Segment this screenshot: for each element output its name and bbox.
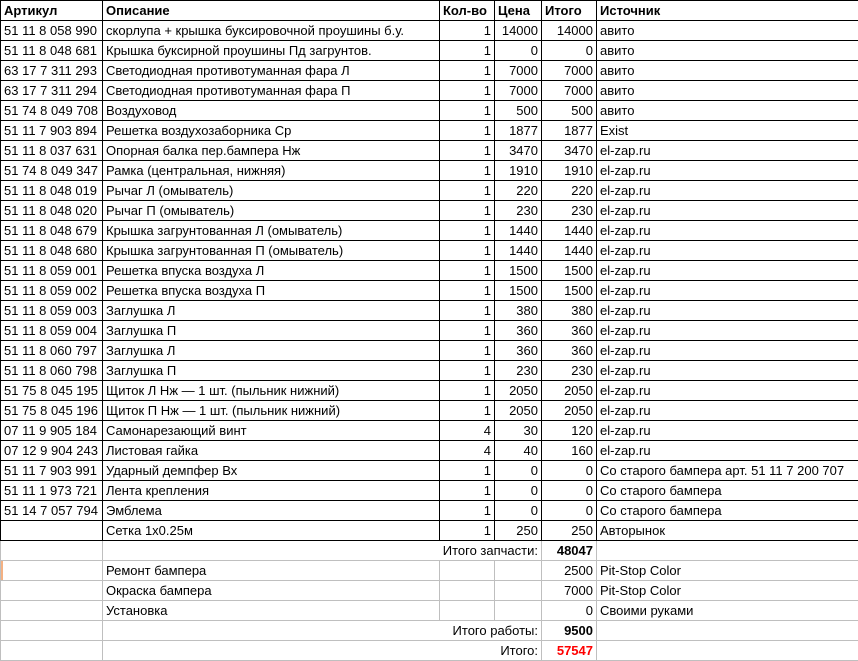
price-cell[interactable]: 1440 <box>495 241 542 261</box>
description-cell[interactable]: Рамка (центральная, нижняя) <box>103 161 440 181</box>
work-row <box>1 601 858 621</box>
table-row <box>1 181 858 201</box>
work-row <box>1 561 858 581</box>
table-row <box>1 301 858 321</box>
total-cell[interactable]: 1877 <box>542 121 597 141</box>
description-cell[interactable]: Заглушка П <box>103 361 440 381</box>
table-row <box>1 61 858 81</box>
total-cell[interactable]: 2050 <box>542 401 597 421</box>
source-cell[interactable]: авито <box>597 21 858 41</box>
article-cell[interactable]: 51 11 8 060 797 <box>1 341 103 361</box>
quantity-cell[interactable]: 1 <box>440 301 495 321</box>
price-cell[interactable]: 1910 <box>495 161 542 181</box>
article-cell[interactable]: 51 74 8 049 708 <box>1 101 103 121</box>
article-cell[interactable]: 63 17 7 311 293 <box>1 61 103 81</box>
article-cell[interactable]: 07 11 9 905 184 <box>1 421 103 441</box>
description-cell[interactable]: Светодиодная противотуманная фара Л <box>103 61 440 81</box>
work-source-cell[interactable]: Pit-Stop Color <box>597 581 858 601</box>
cell[interactable] <box>1 621 103 641</box>
quantity-cell[interactable]: 1 <box>440 321 495 341</box>
total-cell[interactable]: 380 <box>542 301 597 321</box>
total-cell[interactable]: 2050 <box>542 381 597 401</box>
article-cell[interactable]: 07 12 9 904 243 <box>1 441 103 461</box>
source-cell[interactable]: авито <box>597 81 858 101</box>
cell[interactable] <box>495 561 542 581</box>
quantity-cell[interactable]: 1 <box>440 141 495 161</box>
total-cell[interactable]: 1440 <box>542 221 597 241</box>
price-cell[interactable]: 500 <box>495 101 542 121</box>
total-cell[interactable]: 360 <box>542 341 597 361</box>
header-quantity[interactable]: Кол-во <box>440 1 495 21</box>
quantity-cell[interactable]: 1 <box>440 241 495 261</box>
price-cell[interactable]: 1500 <box>495 261 542 281</box>
price-cell[interactable]: 230 <box>495 201 542 221</box>
total-cell[interactable]: 1910 <box>542 161 597 181</box>
work-description-cell[interactable]: Установка <box>103 601 440 621</box>
source-cell[interactable]: el-zap.ru <box>597 241 858 261</box>
quantity-cell[interactable]: 1 <box>440 281 495 301</box>
total-cell[interactable]: 250 <box>542 521 597 541</box>
description-cell[interactable]: Заглушка Л <box>103 341 440 361</box>
total-cell[interactable]: 360 <box>542 321 597 341</box>
table-row <box>1 261 858 281</box>
quantity-cell[interactable]: 1 <box>440 361 495 381</box>
price-cell[interactable]: 0 <box>495 481 542 501</box>
total-cell[interactable]: 0 <box>542 501 597 521</box>
source-cell[interactable]: el-zap.ru <box>597 181 858 201</box>
article-cell[interactable]: 51 11 8 048 020 <box>1 201 103 221</box>
price-cell[interactable]: 360 <box>495 341 542 361</box>
description-cell[interactable]: Крышка буксирной проушины Пд загрунтов. <box>103 41 440 61</box>
quantity-cell[interactable]: 1 <box>440 521 495 541</box>
work-row <box>1 581 858 601</box>
table-row <box>1 421 858 441</box>
price-cell[interactable]: 1440 <box>495 221 542 241</box>
cell[interactable] <box>597 621 858 641</box>
description-cell[interactable]: Крышка загрунтованная Л (омыватель) <box>103 221 440 241</box>
cell[interactable] <box>1 561 103 581</box>
work-total-cell[interactable]: 7000 <box>542 581 597 601</box>
source-cell[interactable]: Со старого бампера <box>597 481 858 501</box>
total-cell[interactable]: 14000 <box>542 21 597 41</box>
article-cell[interactable]: 51 11 7 903 894 <box>1 121 103 141</box>
description-cell[interactable]: Щиток Л Нж — 1 шт. (пыльник нижний) <box>103 381 440 401</box>
source-cell[interactable]: el-zap.ru <box>597 281 858 301</box>
article-cell[interactable]: 51 11 8 059 002 <box>1 281 103 301</box>
article-cell[interactable]: 63 17 7 311 294 <box>1 81 103 101</box>
quantity-cell[interactable]: 4 <box>440 441 495 461</box>
price-cell[interactable]: 40 <box>495 441 542 461</box>
price-cell[interactable]: 0 <box>495 41 542 61</box>
work-total-row <box>1 621 858 641</box>
price-cell[interactable]: 1877 <box>495 121 542 141</box>
header-price[interactable]: Цена <box>495 1 542 21</box>
quantity-cell[interactable]: 1 <box>440 161 495 181</box>
cell[interactable] <box>1 601 103 621</box>
article-cell[interactable]: 51 75 8 045 196 <box>1 401 103 421</box>
cell[interactable] <box>1 641 103 661</box>
quantity-cell[interactable]: 1 <box>440 101 495 121</box>
parts-total-label[interactable]: Итого запчасти: <box>103 541 542 561</box>
article-cell[interactable]: 51 11 8 059 003 <box>1 301 103 321</box>
article-cell[interactable]: 51 11 7 903 991 <box>1 461 103 481</box>
article-cell[interactable]: 51 75 8 045 195 <box>1 381 103 401</box>
parts-total-value[interactable]: 48047 <box>542 541 597 561</box>
source-cell[interactable]: Со старого бампера арт. 51 11 7 200 707 <box>597 461 858 481</box>
article-cell[interactable]: 51 11 8 048 679 <box>1 221 103 241</box>
table-row <box>1 201 858 221</box>
article-cell[interactable]: 51 14 7 057 794 <box>1 501 103 521</box>
table-row <box>1 121 858 141</box>
article-cell[interactable] <box>1 521 103 541</box>
quantity-cell[interactable]: 1 <box>440 481 495 501</box>
quantity-cell[interactable]: 1 <box>440 121 495 141</box>
table-row <box>1 321 858 341</box>
total-cell[interactable]: 230 <box>542 201 597 221</box>
header-article[interactable]: Артикул <box>1 1 103 21</box>
cell[interactable] <box>1 581 103 601</box>
price-cell[interactable]: 2050 <box>495 401 542 421</box>
quantity-cell[interactable]: 1 <box>440 181 495 201</box>
table-row <box>1 521 858 541</box>
description-cell[interactable]: Ударный демпфер Вх <box>103 461 440 481</box>
description-cell[interactable]: Крышка загрунтованная П (омыватель) <box>103 241 440 261</box>
table-row <box>1 281 858 301</box>
table-row <box>1 361 858 381</box>
price-cell[interactable]: 7000 <box>495 61 542 81</box>
source-cell[interactable]: el-zap.ru <box>597 321 858 341</box>
quantity-cell[interactable]: 1 <box>440 201 495 221</box>
source-cell[interactable]: el-zap.ru <box>597 141 858 161</box>
source-cell[interactable]: Авторынок <box>597 521 858 541</box>
description-cell[interactable]: Лента крепления <box>103 481 440 501</box>
table-row <box>1 41 858 61</box>
description-cell[interactable]: Решетка воздухозаборника Ср <box>103 121 440 141</box>
items-body <box>1 21 858 541</box>
work-source-cell[interactable]: Своими руками <box>597 601 858 621</box>
quantity-cell[interactable]: 1 <box>440 381 495 401</box>
total-cell[interactable]: 220 <box>542 181 597 201</box>
quantity-cell[interactable]: 1 <box>440 261 495 281</box>
description-cell[interactable]: Листовая гайка <box>103 441 440 461</box>
description-cell[interactable]: Воздуховод <box>103 101 440 121</box>
table-row <box>1 441 858 461</box>
article-cell[interactable]: 51 11 1 973 721 <box>1 481 103 501</box>
source-cell[interactable]: el-zap.ru <box>597 441 858 461</box>
source-cell[interactable]: el-zap.ru <box>597 161 858 181</box>
article-cell[interactable]: 51 11 8 060 798 <box>1 361 103 381</box>
description-cell[interactable]: Самонарезающий винт <box>103 421 440 441</box>
table-row <box>1 481 858 501</box>
source-cell[interactable]: el-zap.ru <box>597 421 858 441</box>
quantity-cell[interactable]: 1 <box>440 21 495 41</box>
grand-total-value[interactable]: 57547 <box>542 641 597 661</box>
price-cell[interactable]: 230 <box>495 361 542 381</box>
table-row <box>1 221 858 241</box>
price-cell[interactable]: 360 <box>495 321 542 341</box>
source-cell[interactable]: el-zap.ru <box>597 301 858 321</box>
source-cell[interactable]: el-zap.ru <box>597 381 858 401</box>
quantity-cell[interactable]: 1 <box>440 341 495 361</box>
table-row <box>1 341 858 361</box>
total-cell[interactable]: 7000 <box>542 61 597 81</box>
header-description[interactable]: Описание <box>103 1 440 21</box>
table-row <box>1 21 858 41</box>
source-cell[interactable]: el-zap.ru <box>597 201 858 221</box>
cell[interactable] <box>440 601 495 621</box>
description-cell[interactable]: Опорная балка пер.бампера Нж <box>103 141 440 161</box>
cell[interactable] <box>597 541 858 561</box>
table-row <box>1 101 858 121</box>
price-cell[interactable]: 7000 <box>495 81 542 101</box>
quantity-cell[interactable]: 1 <box>440 41 495 61</box>
cell[interactable] <box>440 561 495 581</box>
source-cell[interactable]: el-zap.ru <box>597 221 858 241</box>
price-cell[interactable]: 2050 <box>495 381 542 401</box>
description-cell[interactable]: Сетка 1х0.25м <box>103 521 440 541</box>
table-row <box>1 381 858 401</box>
description-cell[interactable]: Рычаг Л (омыватель) <box>103 181 440 201</box>
description-cell[interactable]: Рычаг П (омыватель) <box>103 201 440 221</box>
quantity-cell[interactable]: 1 <box>440 61 495 81</box>
work-body <box>1 561 858 621</box>
header-source[interactable]: Источник <box>597 1 858 21</box>
table-row <box>1 461 858 481</box>
article-cell[interactable]: 51 11 8 059 001 <box>1 261 103 281</box>
article-cell[interactable]: 51 11 8 048 681 <box>1 41 103 61</box>
total-cell[interactable]: 0 <box>542 461 597 481</box>
quantity-cell[interactable]: 1 <box>440 81 495 101</box>
description-cell[interactable]: Щиток П Нж — 1 шт. (пыльник нижний) <box>103 401 440 421</box>
description-cell[interactable]: Решетка впуска воздуха Л <box>103 261 440 281</box>
source-cell[interactable]: авито <box>597 41 858 61</box>
quantity-cell[interactable]: 1 <box>440 221 495 241</box>
article-cell[interactable]: 51 11 8 058 990 <box>1 21 103 41</box>
quantity-cell[interactable]: 4 <box>440 421 495 441</box>
grand-total-row <box>1 641 858 661</box>
table-row <box>1 241 858 261</box>
description-cell[interactable]: скорлупа + крышка буксировочной проушины б.у. <box>103 21 440 41</box>
total-cell[interactable]: 160 <box>542 441 597 461</box>
table-row <box>1 81 858 101</box>
work-source-cell[interactable]: Pit-Stop Color <box>597 561 858 581</box>
total-cell[interactable]: 0 <box>542 481 597 501</box>
header-row <box>1 1 858 21</box>
cell[interactable] <box>495 581 542 601</box>
description-cell[interactable]: Заглушка Л <box>103 301 440 321</box>
quantity-cell[interactable]: 1 <box>440 401 495 421</box>
source-cell[interactable]: Exist <box>597 121 858 141</box>
price-cell[interactable]: 380 <box>495 301 542 321</box>
total-cell[interactable]: 3470 <box>542 141 597 161</box>
table-row <box>1 401 858 421</box>
source-cell[interactable]: авито <box>597 61 858 81</box>
price-cell[interactable]: 30 <box>495 421 542 441</box>
table-row <box>1 141 858 161</box>
price-cell[interactable]: 0 <box>495 461 542 481</box>
article-cell[interactable]: 51 11 8 048 680 <box>1 241 103 261</box>
article-cell[interactable]: 51 11 8 059 004 <box>1 321 103 341</box>
quantity-cell[interactable]: 1 <box>440 461 495 481</box>
total-cell[interactable]: 230 <box>542 361 597 381</box>
description-cell[interactable]: Решетка впуска воздуха П <box>103 281 440 301</box>
cell[interactable] <box>495 601 542 621</box>
cell[interactable] <box>1 541 103 561</box>
table-row <box>1 161 858 181</box>
grand-total-label[interactable]: Итого: <box>103 641 542 661</box>
price-cell[interactable]: 0 <box>495 501 542 521</box>
source-cell[interactable]: Со старого бампера <box>597 501 858 521</box>
article-cell[interactable]: 51 74 8 049 347 <box>1 161 103 181</box>
source-cell[interactable]: el-zap.ru <box>597 261 858 281</box>
description-cell[interactable]: Эмблема <box>103 501 440 521</box>
total-cell[interactable]: 1440 <box>542 241 597 261</box>
price-cell[interactable]: 220 <box>495 181 542 201</box>
work-total-label[interactable]: Итого работы: <box>103 621 542 641</box>
total-cell[interactable]: 1500 <box>542 281 597 301</box>
source-cell[interactable]: el-zap.ru <box>597 401 858 421</box>
work-description-cell[interactable]: Ремонт бампера <box>103 561 440 581</box>
price-cell[interactable]: 3470 <box>495 141 542 161</box>
total-cell[interactable]: 0 <box>542 41 597 61</box>
description-cell[interactable]: Заглушка П <box>103 321 440 341</box>
price-cell[interactable]: 250 <box>495 521 542 541</box>
quantity-cell[interactable]: 1 <box>440 501 495 521</box>
source-cell[interactable]: el-zap.ru <box>597 361 858 381</box>
total-cell[interactable]: 500 <box>542 101 597 121</box>
cell[interactable] <box>597 641 858 661</box>
description-cell[interactable]: Светодиодная противотуманная фара П <box>103 81 440 101</box>
cell[interactable] <box>440 581 495 601</box>
article-cell[interactable]: 51 11 8 037 631 <box>1 141 103 161</box>
work-description-cell[interactable]: Окраска бампера <box>103 581 440 601</box>
parts-total-row <box>1 541 858 561</box>
price-cell[interactable]: 14000 <box>495 21 542 41</box>
price-cell[interactable]: 1500 <box>495 281 542 301</box>
source-cell[interactable]: el-zap.ru <box>597 341 858 361</box>
work-total-cell[interactable]: 2500 <box>542 561 597 581</box>
header-total[interactable]: Итого <box>542 1 597 21</box>
article-cell[interactable]: 51 11 8 048 019 <box>1 181 103 201</box>
source-cell[interactable]: авито <box>597 101 858 121</box>
total-cell[interactable]: 120 <box>542 421 597 441</box>
table-row <box>1 501 858 521</box>
total-cell[interactable]: 7000 <box>542 81 597 101</box>
total-cell[interactable]: 1500 <box>542 261 597 281</box>
work-total-cell[interactable]: 0 <box>542 601 597 621</box>
work-total-value[interactable]: 9500 <box>542 621 597 641</box>
